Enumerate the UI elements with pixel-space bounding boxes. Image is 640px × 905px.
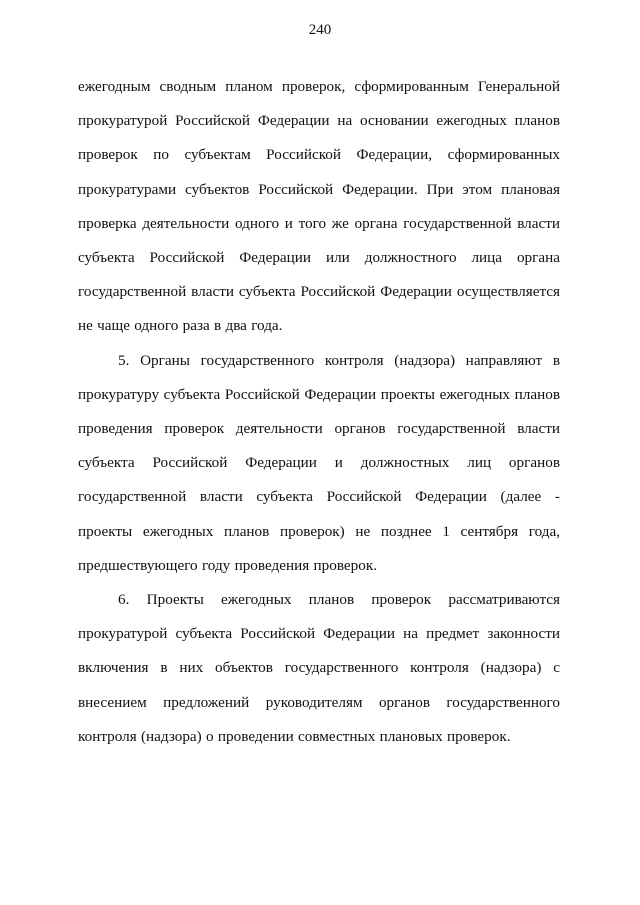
page-number: 240 xyxy=(308,22,332,38)
paragraph-item-5: 5. Органы государственного контроля (надзора) направляют в прокуратуру субъекта Российской Федерации проекты ежегодных планов проведения проверок деятельности органов государственной власти субъекта Российской Федерации и должностных лиц органов государственной власти субъекта Российской Федерации (далее - проекты ежегодных планов проверок) не позднее 1 сентября года, предшествующего году проведения проверок. xyxy=(78,351,560,574)
paragraph-continuation: ежегодным сводным планом проверок, сформированным Генеральной прокуратурой Российской Федерации на основании ежегодных планов проверок по субъектам Российской Федерации, сформированных прокуратурами субъектов Российской Федерации. При этом плановая проверка деятельности одного и того же органа государственной власти субъекта Российской Федерации или должностного лица органа государственной власти субъекта Российской Федерации осуществляется не чаще одного раза в два года. xyxy=(78,78,560,335)
document-body xyxy=(78,70,560,754)
paragraph-item-6: 6. Проекты ежегодных планов проверок рассматриваются прокуратурой субъекта Российской Федерации на предмет законности включения в них объектов государственного контроля (надзора) с внесением предложений руководителям органов государственного контроля (надзора) о проведении совместных плановых проверок. xyxy=(78,591,560,745)
